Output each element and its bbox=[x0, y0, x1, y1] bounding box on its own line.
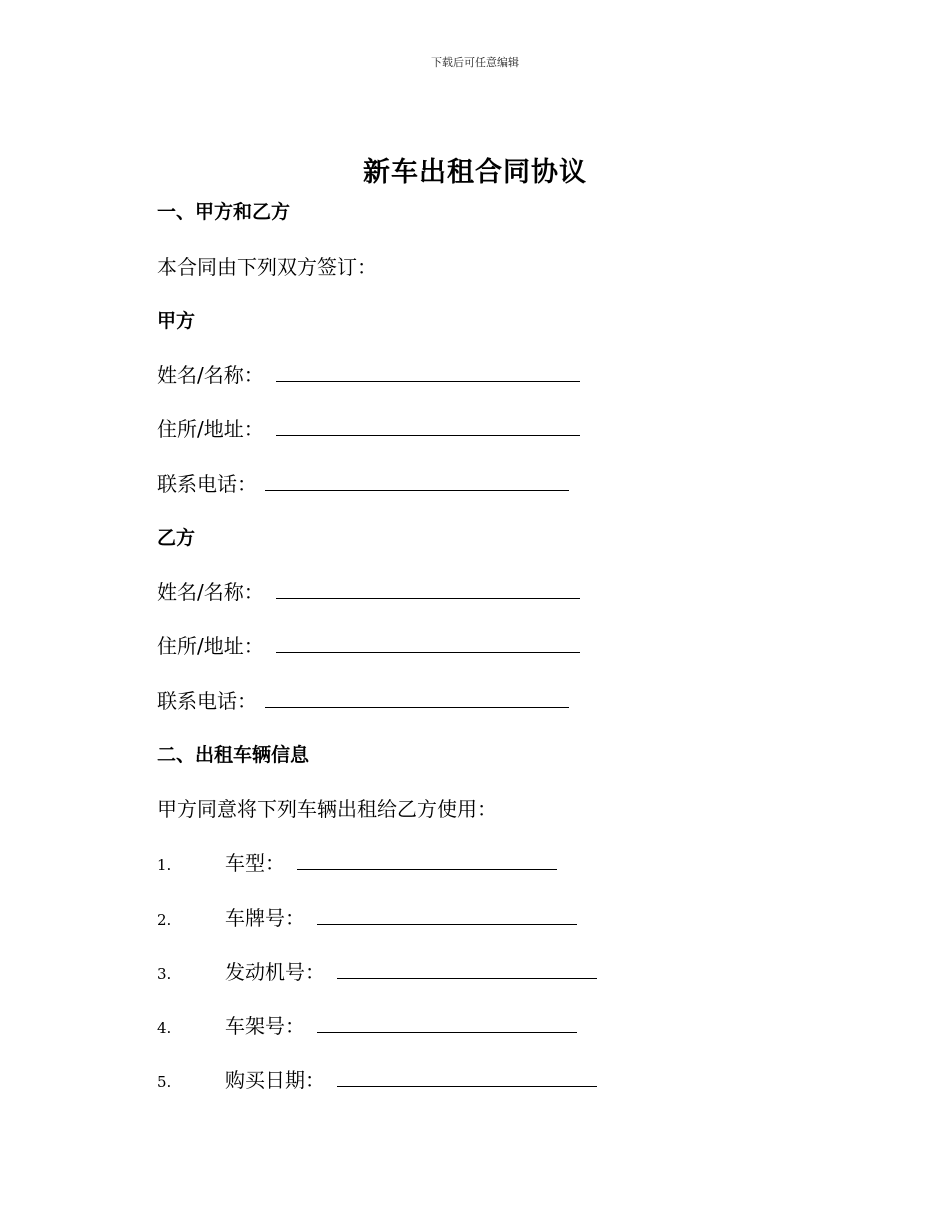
header-note: 下载后可任意编辑 bbox=[431, 56, 519, 69]
vehicle-item-row bbox=[157, 958, 597, 988]
party-b-name-label: 姓名/名称： bbox=[157, 580, 264, 604]
section2-intro: 甲方同意将下列车辆出租给乙方使用： bbox=[157, 797, 497, 821]
party-a-name-label: 姓名/名称： bbox=[157, 363, 264, 387]
vehicle-item-number: 2. bbox=[157, 911, 172, 929]
document-title: 新车出租合同协议 bbox=[363, 157, 587, 188]
vehicle-model-blank[interactable] bbox=[297, 849, 557, 870]
engine-number-blank[interactable] bbox=[337, 958, 597, 979]
party-b-heading: 乙方 bbox=[157, 527, 196, 549]
party-a-phone-label: 联系电话： bbox=[157, 472, 257, 496]
section1-intro: 本合同由下列双方签订： bbox=[157, 255, 377, 279]
party-a-address-blank[interactable] bbox=[276, 415, 580, 436]
section1-heading: 一、甲方和乙方 bbox=[157, 201, 291, 223]
party-a-name-blank[interactable] bbox=[276, 361, 580, 382]
party-b-name-blank[interactable] bbox=[276, 578, 580, 599]
party-a-name-row bbox=[157, 361, 580, 389]
vehicle-item-row bbox=[157, 849, 557, 879]
party-b-address-row bbox=[157, 632, 580, 660]
vehicle-item-number: 4. bbox=[157, 1019, 172, 1037]
party-a-address-label: 住所/地址： bbox=[157, 417, 264, 441]
vehicle-item-label: 车架号： bbox=[225, 1014, 305, 1038]
party-a-address-row bbox=[157, 415, 580, 443]
vehicle-item-row bbox=[157, 1066, 597, 1096]
frame-number-blank[interactable] bbox=[317, 1012, 577, 1033]
vehicle-item-row bbox=[157, 904, 577, 934]
party-b-phone-blank[interactable] bbox=[265, 687, 569, 708]
vehicle-item-label: 购买日期： bbox=[225, 1068, 325, 1092]
vehicle-item-label: 发动机号： bbox=[225, 960, 325, 984]
party-b-phone-row bbox=[157, 687, 569, 715]
license-plate-blank[interactable] bbox=[317, 904, 577, 925]
purchase-date-blank[interactable] bbox=[337, 1066, 597, 1087]
vehicle-item-label: 车型： bbox=[225, 851, 285, 875]
vehicle-item-number: 3. bbox=[157, 965, 172, 983]
party-b-name-row bbox=[157, 578, 580, 606]
vehicle-item-row bbox=[157, 1012, 577, 1042]
party-b-address-label: 住所/地址： bbox=[157, 634, 264, 658]
vehicle-item-number: 5. bbox=[157, 1073, 172, 1091]
vehicle-item-number: 1. bbox=[157, 856, 172, 874]
party-b-address-blank[interactable] bbox=[276, 632, 580, 653]
party-b-phone-label: 联系电话： bbox=[157, 689, 257, 713]
vehicle-item-label: 车牌号： bbox=[225, 906, 305, 930]
party-a-phone-blank[interactable] bbox=[265, 470, 569, 491]
party-a-phone-row bbox=[157, 470, 569, 498]
section2-heading: 二、出租车辆信息 bbox=[157, 744, 310, 766]
party-a-heading: 甲方 bbox=[157, 310, 196, 332]
